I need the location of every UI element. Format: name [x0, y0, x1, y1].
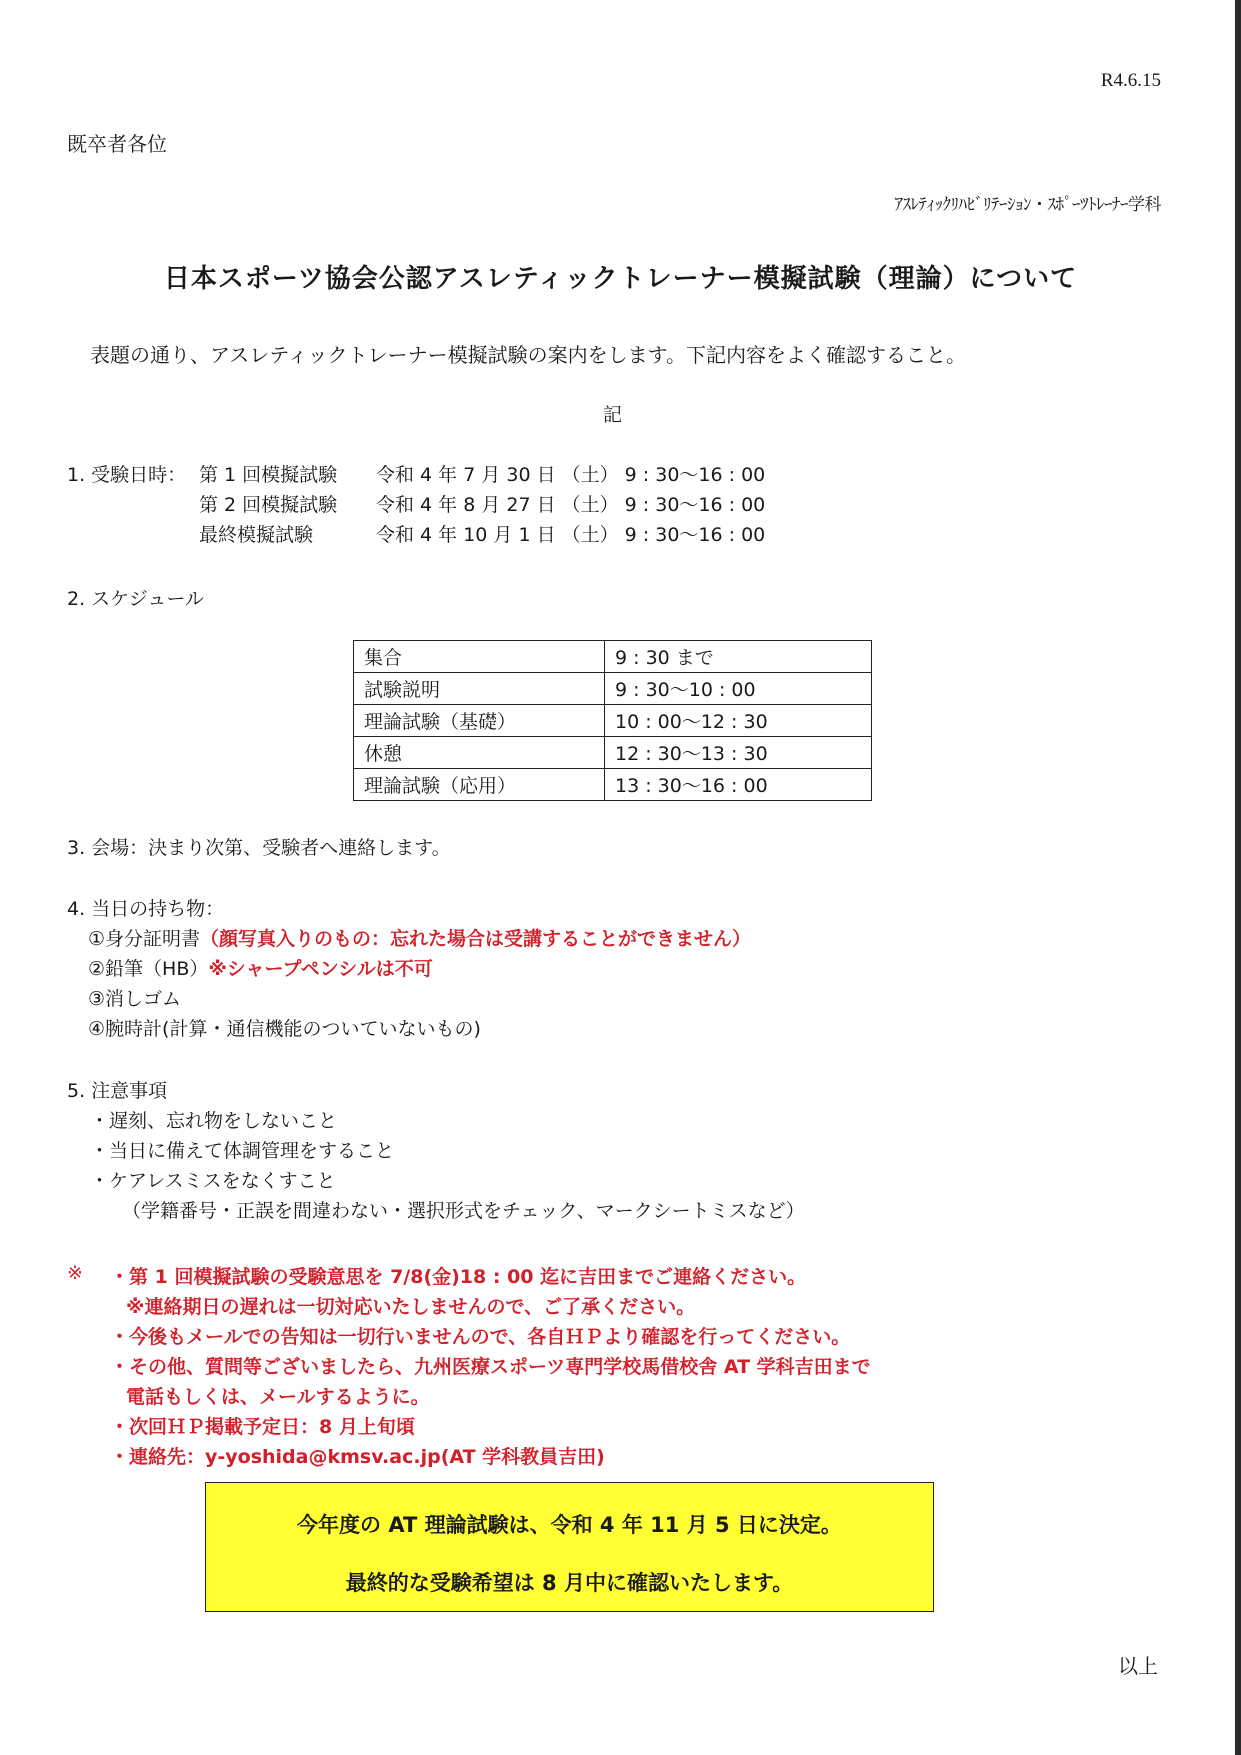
schedule-item: 集合: [354, 641, 605, 673]
caution-item: ・ケアレスミスをなくすこと: [90, 1170, 336, 1192]
exam-date-row: [199, 460, 765, 487]
section5-label: 5. 注意事項: [67, 1080, 168, 1102]
document-date: R4.6.15: [1100, 70, 1161, 91]
remark-contact: ・連絡先：y-yoshida@kmsv.ac.jp(AT 学科教員吉田): [110, 1446, 605, 1468]
caution-item: ・遅刻、忘れ物をしないこと: [90, 1110, 338, 1132]
remark-line: 電話もしくは、メールするように。: [126, 1386, 430, 1408]
schedule-item: 理論試験（基礎）: [354, 705, 605, 737]
section3-venue: 3. 会場：決まり次第、受験者へ連絡します。: [67, 837, 451, 859]
remarks-mark: ※: [67, 1262, 83, 1284]
recipient: 既卒者各位: [67, 132, 167, 156]
schedule-item: 試験説明: [354, 673, 605, 705]
caution-subtext: （学籍番号・正誤を間違わない・選択形式をチェック、マークシートミスなど）: [122, 1200, 805, 1222]
schedule-time: 9 : 30 まで: [605, 641, 872, 673]
list-item: ④腕時計(計算・通信機能のついていないもの): [88, 1018, 481, 1040]
schedule-time: 13 : 30～16 : 00: [605, 769, 872, 801]
schedule-item: 理論試験（応用）: [354, 769, 605, 801]
table-row: [354, 641, 872, 673]
exam-name: 最終模擬試験: [199, 524, 314, 546]
notice-line2: 最終的な受験希望は 8 月中に確認いたします。: [345, 1571, 794, 1595]
schedule-time: 12 : 30～13 : 30: [605, 737, 872, 769]
item-text: ②鉛筆（HB）: [88, 958, 209, 980]
remark-line: ・次回ＨＰ掲載予定日：8 月上旬頃: [110, 1416, 415, 1438]
table-row: [354, 769, 872, 801]
remark-line: ・第 1 回模擬試験の受験意思を 7/8(金)18 : 00 迄に吉田までご連絡ください。: [110, 1266, 807, 1288]
intro-text: 表題の通り、アスレティックトレーナー模擬試験の案内をします。下記内容をよく確認すること。: [90, 343, 966, 367]
caution-item: ・当日に備えて体調管理をすること: [90, 1140, 395, 1162]
section4-label: 4. 当日の持ち物：: [67, 898, 225, 920]
exam-date: 令和 4 年 10 月 1 日 （土） 9 : 30～16 : 00: [376, 524, 766, 546]
schedule-table: [353, 640, 872, 801]
exam-date-row: [199, 520, 765, 547]
remark-line: ※連絡期日の遅れは一切対応いたしませんので、ご了承ください。: [126, 1296, 696, 1318]
schedule-item: 休憩: [354, 737, 605, 769]
remark-line: ・今後もメールでの告知は一切行いませんので、各自ＨＰより確認を行ってください。: [110, 1326, 851, 1348]
exam-date: 令和 4 年 7 月 30 日 （土） 9 : 30～16 : 00: [376, 464, 766, 486]
closing-text: 以上: [1118, 1654, 1158, 1678]
table-row: [354, 673, 872, 705]
item-text: ①身分証明書: [88, 928, 201, 950]
exam-date: 令和 4 年 8 月 27 日 （土） 9 : 30～16 : 00: [376, 494, 766, 516]
list-item: ③消しゴム: [88, 988, 182, 1010]
exam-date-row: [199, 490, 765, 517]
document-title: 日本スポーツ協会公認アスレティックトレーナー模擬試験（理論）について: [163, 264, 1078, 294]
list-item: [88, 954, 433, 981]
table-row: [354, 705, 872, 737]
section1-label: 1. 受験日時：: [67, 464, 187, 486]
item-warning: （顔写真入りのもの：忘れた場合は受講することができません）: [200, 928, 752, 950]
exam-name: 第 2 回模擬試験: [199, 494, 338, 516]
table-row: [354, 737, 872, 769]
remark-line: ・その他、質問等ございましたら、九州医療スポーツ専門学校馬借校舎 AT 学科吉田まで: [110, 1356, 871, 1378]
schedule-time: 10 : 00～12 : 30: [605, 705, 872, 737]
department-name: ｱｽﾚﾃｨｯｸﾘﾊﾋﾞﾘﾃｰｼｮﾝ・ｽﾎﾟｰﾂﾄﾚｰﾅｰ学科: [894, 195, 1161, 215]
ki-heading: 記: [603, 404, 623, 426]
section2-label: 2. スケジュール: [67, 588, 205, 610]
list-item: [88, 924, 751, 951]
item-warning: ※シャープペンシルは不可: [208, 958, 433, 980]
highlight-notice: [205, 1482, 934, 1612]
schedule-time: 9 : 30～10 : 00: [605, 673, 872, 705]
notice-line1: 今年度の AT 理論試験は、令和 4 年 11 月 5 日に決定。: [297, 1513, 842, 1537]
exam-name: 第 1 回模擬試験: [199, 464, 338, 486]
